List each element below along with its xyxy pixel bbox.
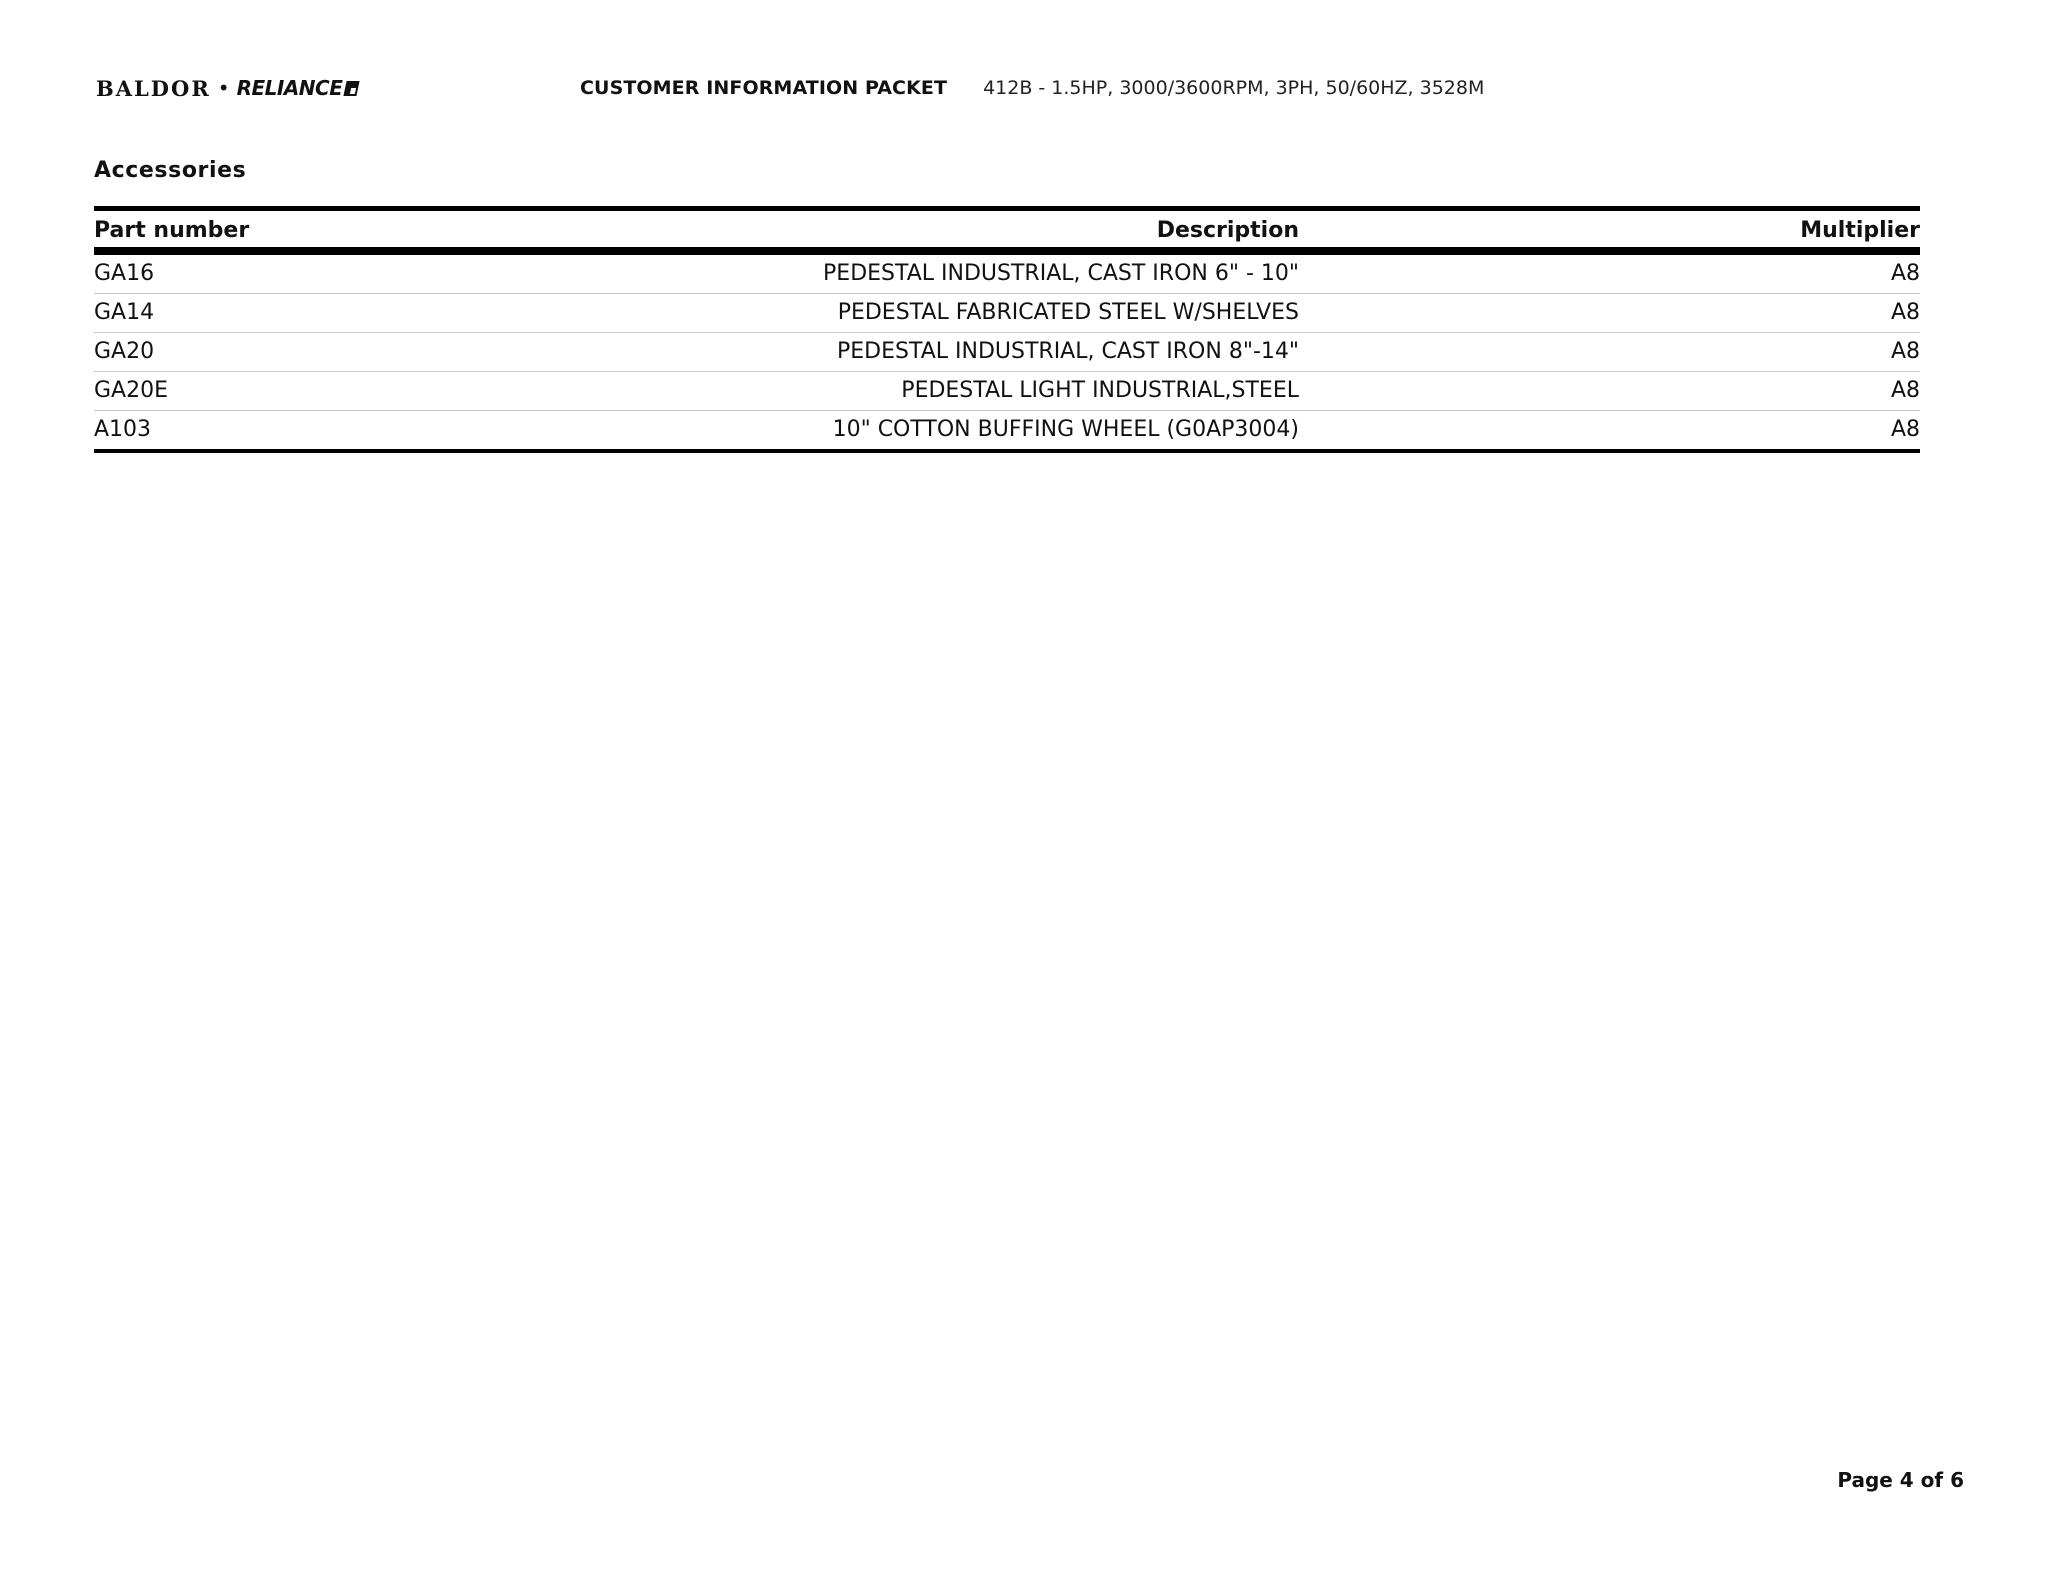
description-cell: PEDESTAL INDUSTRIAL, CAST IRON 6" - 10" — [823, 261, 1299, 286]
logo-reliance-text: RELIANCE — [236, 76, 343, 100]
description-cell: PEDESTAL FABRICATED STEEL W/SHELVES — [837, 300, 1299, 325]
multiplier-cell: A8 — [1890, 339, 1920, 364]
description-cell: 10" COTTON BUFFING WHEEL (G0AP3004) — [832, 417, 1299, 442]
multiplier-cell: A8 — [1890, 417, 1920, 442]
multiplier-cell: A8 — [1890, 378, 1920, 403]
part-number-cell: A103 — [94, 417, 152, 442]
logo-separator: • — [217, 76, 230, 100]
part-number-cell: GA20 — [94, 339, 155, 364]
column-header-multiplier: Multiplier — [1800, 218, 1920, 243]
description-cell: PEDESTAL INDUSTRIAL, CAST IRON 8"-14" — [837, 339, 1299, 364]
table-row — [94, 333, 1920, 372]
table-row — [94, 372, 1920, 411]
column-header-part-number: Part number — [94, 218, 250, 243]
document-title: CUSTOMER INFORMATION PACKET — [580, 77, 948, 99]
part-number-cell: GA14 — [94, 300, 155, 325]
multiplier-cell: A8 — [1890, 300, 1920, 325]
part-number-cell: GA20E — [94, 378, 168, 403]
page-header — [96, 72, 1484, 104]
accessories-table — [94, 206, 1920, 453]
table-header-row — [94, 211, 1920, 255]
logo-mark-icon — [344, 81, 360, 96]
table-row — [94, 294, 1920, 333]
description-cell: PEDESTAL LIGHT INDUSTRIAL,STEEL — [901, 378, 1299, 403]
logo-baldor-text: BALDOR — [96, 75, 211, 101]
table-row — [94, 255, 1920, 294]
table-row — [94, 411, 1920, 453]
product-description: 412B - 1.5HP, 3000/3600RPM, 3PH, 50/60HZ, 3528M — [983, 77, 1485, 99]
baldor-reliance-logo — [96, 76, 436, 101]
multiplier-cell: A8 — [1890, 261, 1920, 286]
page-number: Page 4 of 6 — [1837, 1468, 1964, 1492]
part-number-cell: GA16 — [94, 261, 155, 286]
column-header-description: Description — [1156, 218, 1299, 243]
section-title: Accessories — [94, 158, 247, 183]
